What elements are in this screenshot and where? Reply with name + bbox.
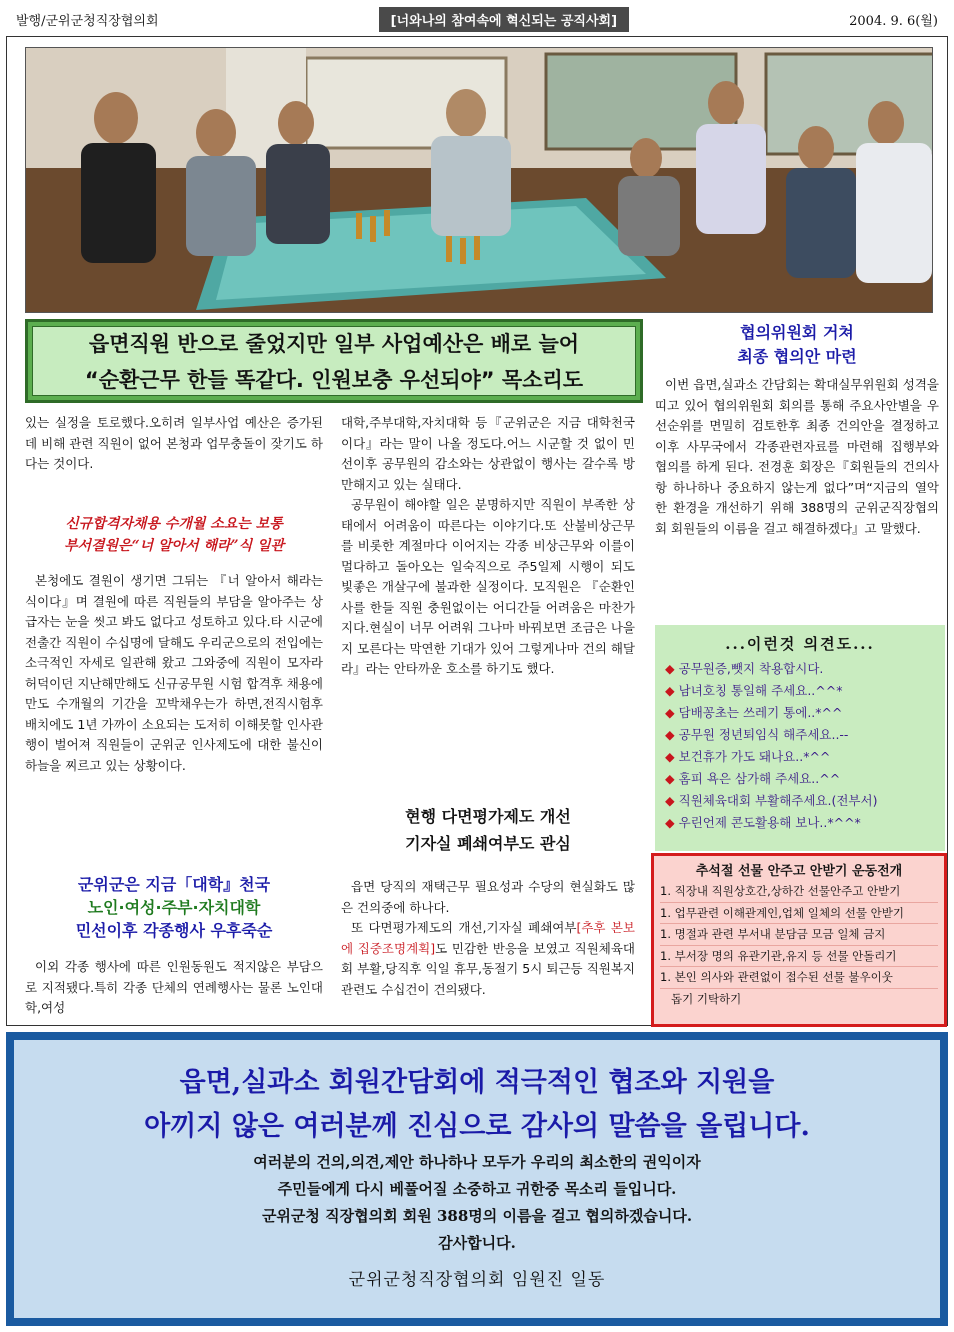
thanks-line-2: 주민들에게 다시 베풀어질 소중하고 귀한중 목소리 들입니다. xyxy=(277,1180,677,1198)
column-2-paragraph-2: 공무원이 해야할 일은 분명하지만 직원이 부족한 상태에서 어려움이 따른다는 이야기다.또 산불비상근무를 비롯한 계절마다 이어지는 각종 비상근무와 이를이 멀다하고 돌아오는 일숙직으로 주5일제 시행이 되도 빛좋은 개살구에 불과한 실정이다. 모직원은 『순환인사를 한들 직원 충원없이는 어디간들 어려움은 마찬가지다.현실이 너무 어려워 그나마 바꿔보면 조금은 나을지 모른다는 막연한 기대가 있어 그렇게나마 건의 해달라』라는 안타까운 호소를 하기도 했다. xyxy=(341,497,635,676)
subhead-recruitment xyxy=(25,513,323,557)
column-1-body xyxy=(25,571,323,776)
gift-campaign-item: 1. 직장내 직원상호간,상하간 선물안주고 안받기 xyxy=(660,881,938,903)
opinion-item: ◆ 공무원 정년퇴임식 해주세요..-- xyxy=(665,727,849,742)
opinion-item: ◆ 홈피 욕은 삼가해 주세요..^^ xyxy=(665,771,841,786)
gift-campaign-list xyxy=(660,881,938,1009)
column-1-paragraph-3: 이외 각종 행사에 따른 인원동원도 적지않은 부담으로 지적됐다.특히 각종 단체의 연례행사는 물론 노인대학,여성 xyxy=(25,959,323,1015)
opinion-item: ◆ 보건휴가 가도 돼나요..*^^ xyxy=(665,749,831,764)
opinion-item: ◆ 직원체육대회 부활해주세요.(전부서) xyxy=(665,793,878,808)
column-2-paragraph-4-a: 또 다면평가제도의 개선,기자실 폐쇄여부 xyxy=(351,920,577,935)
column-2-tail xyxy=(341,877,635,1000)
subhead-committee xyxy=(655,321,939,369)
subhead-recruitment-line-1: 신규합격자채용 수개월 소요는 보통 xyxy=(65,516,283,532)
thanks-line-1: 여러분의 건의,의견,제안 하나하나 모두가 우리의 최소한의 권익이자 xyxy=(253,1153,701,1171)
opinion-box xyxy=(655,625,945,851)
column-3-paragraph-1: 이번 읍면,실과소 간담회는 확대실무위원회 성격을 띠고 있어 협의위원회 회의를 통해 주요사안별을 우선순위를 면밀히 검토한후 최종 건의안을 결정하고 이후 사무국에서 각종관련자료를 마련해 집행부와 협의를 하게 된다. 전경훈 회장은『회원들의 건의사항 하나하나 중요하지 않는게 없다”며“지금의 열악한 환경을 개선하기 위해 388명의 군위군직장협의회 회원들의 이름을 걸고 해결하겠다』고 말했다. xyxy=(655,377,939,536)
headline-line-1: 읍면직원 반으로 줄었지만 일부 사업예산은 배로 늘어 xyxy=(88,332,580,356)
subhead-evaluation-line-2: 기자실 폐쇄여부도 관심 xyxy=(405,834,571,853)
opinion-title: ...이런것 의견도... xyxy=(725,635,875,653)
gift-campaign-item: 1. 부서장 명의 유관기관,유지 등 선물 안돌리기 xyxy=(660,946,938,968)
bullet-diamond-icon: ◆ xyxy=(665,793,675,808)
headline-line-2: “순환근무 한들 똑같다. 인원보충 우선되야” 목소리도 xyxy=(84,368,584,392)
thanks-banner xyxy=(6,1032,948,1326)
thanks-headline-2: 아끼지 않은 여러분께 진심으로 감사의 말씀을 올립니다. xyxy=(144,1111,810,1142)
subhead-recruitment-line-2: 부서결원은“너 알아서 해라”식 일관 xyxy=(63,538,285,554)
subhead-university-line-2: 노인·여성·주부·자치대학 xyxy=(87,898,261,917)
masthead xyxy=(6,4,948,34)
subhead-university-line-3: 민선이후 각종행사 우후죽순 xyxy=(75,921,273,940)
bullet-diamond-icon: ◆ xyxy=(665,661,675,676)
bullet-diamond-icon: ◆ xyxy=(665,705,675,720)
thanks-line-3: 군위군청 직장협의회 회원 388명의 이름을 걸고 협의하겠습니다. xyxy=(261,1207,693,1225)
meeting-photo xyxy=(25,47,933,313)
gift-campaign-box xyxy=(651,853,947,1027)
column-2-paragraph-4-b: 도 민감한 반응을 보였고 직원체육대회 부활,당직후 익일 휴무,동절기 5시 퇴근등 직원복지관련도 수십건이 건의됐다. xyxy=(341,940,635,997)
column-1-paragraph-1: 있는 실정을 토로했다.오히려 일부사업 예산은 증가된데 비해 관련 직원이 없어 본청과 업무충돌이 잦기도 하다는 것이다. xyxy=(25,415,323,471)
column-2-paragraph-3: 읍면 당직의 재택근무 필요성과 수당의 현실화도 많은 건의중에 하나다. xyxy=(341,879,635,915)
bullet-diamond-icon: ◆ xyxy=(665,771,675,786)
column-2-body xyxy=(341,413,635,680)
bullet-diamond-icon: ◆ xyxy=(665,749,675,764)
opinion-item: ◆ 남녀호칭 통일해 주세요..^^* xyxy=(665,683,843,698)
meeting-photo-illustration xyxy=(26,48,933,313)
column-3-body xyxy=(655,375,939,539)
subhead-evaluation-line-1: 현행 다면평가제도 개선 xyxy=(405,807,571,826)
subhead-university-line-1: 군위군은 지금「대학』천국 xyxy=(77,875,271,894)
subhead-university xyxy=(25,873,323,942)
bullet-diamond-icon: ◆ xyxy=(665,727,675,742)
column-1-tail xyxy=(25,957,323,1019)
subhead-evaluation xyxy=(341,803,635,857)
opinion-item: ◆ 담배꽁초는 쓰레기 통에..*^^ xyxy=(665,705,843,720)
signature: 군위군청직장협의회 임원진 일동 xyxy=(348,1270,606,1290)
opinion-item: ◆ 우린언제 콘도활용해 보나..*^^* xyxy=(665,815,861,830)
subhead-committee-line-2: 최종 협의안 마련 xyxy=(737,347,857,366)
publisher: 발행/군위군청직장협의회 xyxy=(16,13,159,29)
gift-campaign-item: 1. 명절과 관련 부서내 분담금 모금 일체 금지 xyxy=(660,924,938,946)
gift-campaign-item: 돕기 기탁하기 xyxy=(660,991,742,1006)
opinion-list xyxy=(665,658,935,834)
main-headline xyxy=(25,319,643,403)
column-2-highlight: [추후 본보에 집중조명계획] xyxy=(341,920,636,956)
column-1-paragraph-2: 본청에도 결원이 생기면 그뒤는 『너 알아서 해라는 식이다』며 결원에 따른 직원들의 부담을 알아주는 상급자는 눈을 씻고 봐도 없다고 성토하고 있다.타 시군에 전출간 직원이 수십명에 달해도 우리군으로의 전입에는 소극적인 자세로 일관해 왔고 그와중에 직원이 모자라 허덕이던 지난해만해도 신규공무원 시험 합격후 채용에만도 수개월의 기간을 꼬박채우는가 하면,전직시험후 배치에도 1년 가까이 소요되는 도저히 이해못할 인사관행이 벌어져 직원들이 군위군 인사제도에 대한 불신이 하늘을 찌르고 있는 상황이다. xyxy=(25,573,323,773)
gift-campaign-item: 1. 본인 의사와 관련없이 접수된 선물 불우이웃 xyxy=(660,967,938,989)
thanks-line-4: 감사합니다. xyxy=(438,1234,516,1252)
column-2-paragraph-4 xyxy=(341,918,635,1000)
gift-campaign-item: 1. 업무관련 이해관계인,업체 일체의 선물 안받기 xyxy=(660,903,938,925)
thanks-headline-1: 읍면,실과소 회원간담회에 적극적인 협조와 지원을 xyxy=(179,1067,775,1098)
gift-campaign-title: 추석절 선물 안주고 안받기 운동전개 xyxy=(695,864,903,879)
column-2-paragraph-1: 대학,주부대학,자치대학 등『군위군은 지금 대학천국이다』라는 말이 나올 정도다.어느 시군할 것 없이 민선이후 공무원의 감소와는 상관없이 행사는 갈수록 방만해지고 있는 실태다. xyxy=(341,415,635,492)
slogan-banner: [너와나의 참여속에 혁신되는 공직사회] xyxy=(379,7,629,32)
subhead-committee-line-1: 협의위원회 거쳐 xyxy=(740,323,854,342)
column-1-intro xyxy=(25,413,323,475)
bullet-diamond-icon: ◆ xyxy=(665,815,675,830)
issue-date: 2004. 9. 6(월) xyxy=(849,13,938,29)
opinion-item: ◆ 공무원증,뺏지 착용합시다. xyxy=(665,661,824,676)
bullet-diamond-icon: ◆ xyxy=(665,683,675,698)
article-frame xyxy=(6,36,948,1026)
